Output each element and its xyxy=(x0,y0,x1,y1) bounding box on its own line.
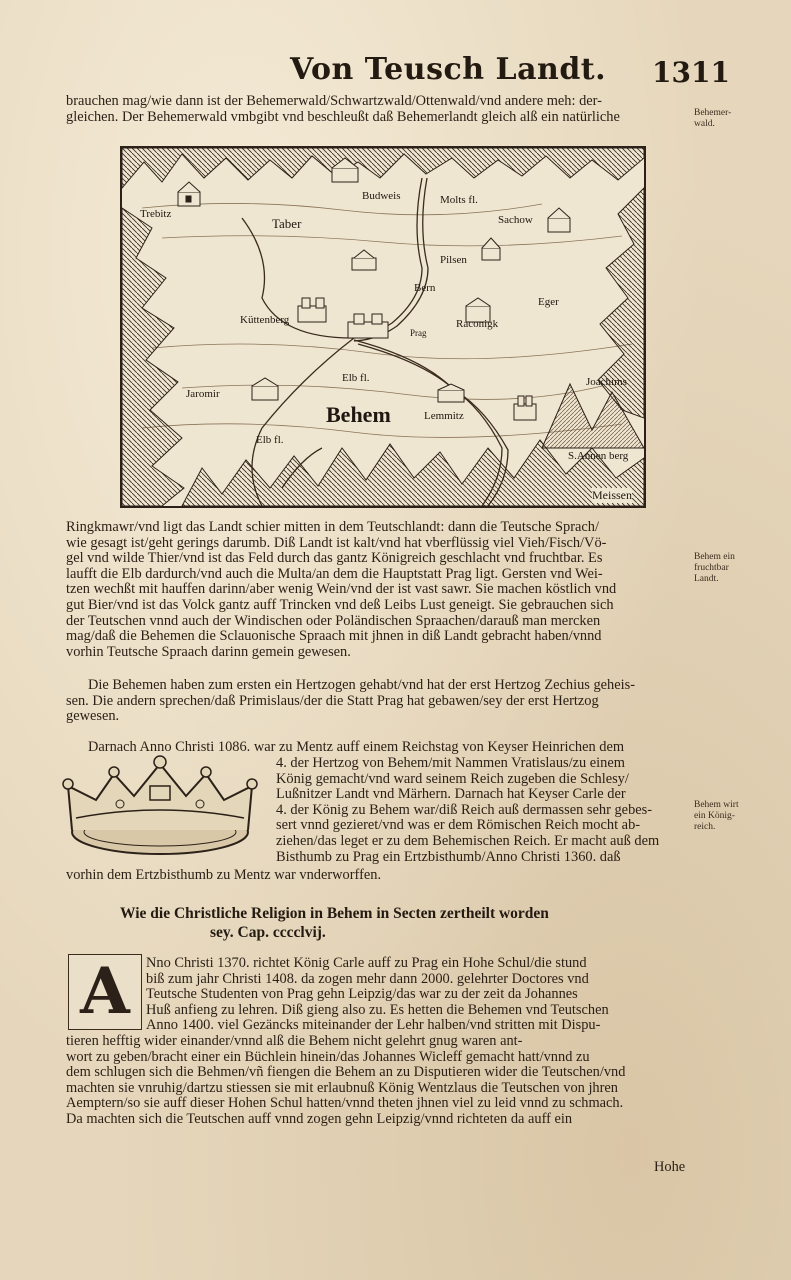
map-label-elb-1: Elb fl. xyxy=(342,372,370,384)
text-line: gewesen. xyxy=(66,709,120,725)
text-line: Nno Christi 1370. richtet König Carle auff zu Prag ein Hohe Schul/die stund xyxy=(146,956,587,971)
map-label-eger: Eger xyxy=(538,296,559,308)
page-number: 1311 xyxy=(652,56,730,89)
map-label-annenberg: S.Annen berg xyxy=(568,450,629,462)
text-line: Anno 1400. viel Gezäncks miteinander der Lehr halben/vnd stritten mit Dispu- xyxy=(146,1018,601,1034)
map-label-behem: Behem xyxy=(326,402,391,427)
text-line: Bisthumb zu Prag ein Ertzbisthumb/Anno Christi 1360. daß xyxy=(276,849,621,865)
catchword: Hohe xyxy=(654,1159,686,1175)
map-label-sachow: Sachow xyxy=(498,214,533,226)
text-line: wie gesagt ist/geht gerings darumb. Diß Landt ist kalt/vnd hat vberflüssig viel Vieh/Fisch/Vö- xyxy=(66,535,607,551)
map-label-meissen: Meissen xyxy=(592,488,632,502)
decorated-initial: A xyxy=(68,954,142,1030)
text-line: laufft die Elb dardurch/vnd auch die Multa/an dem die Hauptstatt Prag ligt. Gersten vnd Wei- xyxy=(66,566,603,582)
side-note-koenigreich xyxy=(694,800,756,833)
side-note-line: Behem ein xyxy=(694,552,735,562)
side-note-line: Behem wirt xyxy=(694,800,739,810)
text-line-anno-1086: Darnach Anno Christi 1086. war zu Mentz auff einem Reichstag von Keyser Heinrichen dem xyxy=(88,739,625,755)
woodcut-map xyxy=(120,146,646,508)
map-label-kuttenberg: Küttenberg xyxy=(240,314,290,326)
text-line: Lußnitzer Landt vnd Märhern. Darnach hat Keyser Carle der xyxy=(276,787,626,803)
text-line: König gemacht/vnd ward seinem Reich zugeben die Schlesy/ xyxy=(276,771,629,787)
text-line: Da machten sich die Teutschen auff vnnd zogen gehn Leipzig/vnnd richteten da auff ein xyxy=(66,1111,573,1127)
text-line: Die Behemen haben zum ersten ein Hertzogen gehabt/vnd hat der erst Hertzog Zechius geheis- xyxy=(88,678,636,693)
map-label-budweis: Budweis xyxy=(362,190,401,202)
text-line: ziehen/das leget er zu dem Behemischen Reich. Er macht auß dem xyxy=(276,833,660,849)
text-line: 4. der Hertzog von Behem/mit Nammen Vratislaus/zu einem xyxy=(276,756,625,771)
top-text xyxy=(66,94,620,125)
text-line: vorhin Teutsche Spraach darinn gemein gewesen. xyxy=(66,644,351,660)
text-line: mag/daß die Behemen die Sclauonische Spraach mit jhnen in diß Landt gebracht haben/vnnd xyxy=(66,629,602,645)
side-note-fruchtbar xyxy=(694,552,756,585)
map-label-lemmitz: Lemmitz xyxy=(424,410,464,422)
chapter-text xyxy=(66,1034,625,1128)
text-line: brauchen mag/wie dann ist der Behemerwald/Schwartzwald/Ottenwald/vnd andere meh: der- xyxy=(66,94,602,109)
text-line: biß zum jahr Christi 1408. da zogen mehr dann 2000. gelehrter Doctores vnd xyxy=(146,971,589,987)
side-note-line: Behemer- xyxy=(694,108,732,118)
text-line: Ringkmawr/vnd ligt das Landt schier mitten in dem Teutschlandt: dann die Teutsche Sprach/ xyxy=(66,520,599,535)
map-label-pilsen: Pilsen xyxy=(440,254,467,266)
chapter-heading-line-1: Wie die Christliche Religion in Behem in Secten zertheilt worden xyxy=(120,905,549,922)
chapter-heading-line-2: sey. Cap. cccclvij. xyxy=(210,924,326,941)
text-line: tzen wechßt mit hauffen darinn/aber wenig Wein/vnd der ist vast sawr. Sie machen köstlich vnd xyxy=(66,582,617,598)
chapter-text-indented xyxy=(146,956,609,1034)
text-line: tieren hefftig wider einander/vnnd alß die Behem nicht gelehrt gnug waren ant- xyxy=(66,1034,523,1049)
text-line: Aemptern/so sie auff dieser Hohen Schul hatten/vnnd theten jhnen viel zu leid vnnd zu schmach. xyxy=(66,1096,624,1112)
text-line: sert vnnd gezieret/vnd was er dem Römischen Reich mocht ab- xyxy=(276,818,641,834)
text-line: dem schlugen sich die Behmen/vñ fiengen die Behem an zu Disputieren wider die Teutschen/vnd xyxy=(66,1065,626,1081)
text-line: machten sie vnruhig/dartzu stiessen sie mit erlaubnuß König Wentzlaus die Teutschen von jhren xyxy=(66,1080,619,1096)
text-line: gel vnd wilde Thier/vnd ist das Feld durch das gantz Königreich geschlacht vnd fruchtbar. Es xyxy=(66,551,603,567)
text-line: Teutsche Studenten von Prag gehn Leipzig/das war zu der zeit da Johannes xyxy=(146,987,578,1003)
text-line: sen. Die andern sprechen/daß Primislaus/der die Statt Prag hat gebawen/sey der erst Hertzog xyxy=(66,693,599,709)
side-note-line: Landt. xyxy=(694,574,719,584)
side-note-line: ein König- xyxy=(694,811,735,821)
text-line: gleichen. Der Behemerwald vmbgibt vnd beschleußt daß Behemerlandt gleich alß ein natürliche xyxy=(66,109,620,125)
text-line: 4. der König zu Behem war/diß Reich auß dermassen sehr gebes- xyxy=(276,802,653,818)
map-label-molts: Molts fl. xyxy=(440,194,478,206)
map-label-trebitz: Trebitz xyxy=(140,208,172,220)
paragraph-hertzog xyxy=(66,678,635,725)
running-header-title: Von Teusch Landt. xyxy=(290,52,607,87)
map-label-bern: Bern xyxy=(414,282,436,294)
map-label-joachims: Joachims xyxy=(586,376,627,388)
text-line: wort zu geben/bracht einer ein Büchlein hinein/das Johannes Wicleff gemacht hatt/vnnd zu xyxy=(66,1049,590,1065)
side-note-line: reich. xyxy=(694,822,716,832)
chapter-heading xyxy=(120,904,549,942)
side-note-line: wald. xyxy=(694,119,715,129)
text-line: der Teutschen vnnd auch der Windischen oder Poländischen Spraachen/darauß man mercken xyxy=(66,613,601,629)
map-label-elb-2: Elb fl. xyxy=(256,434,284,446)
side-note-line: fruchtbar xyxy=(694,563,729,573)
map-label-taber: Taber xyxy=(272,216,302,231)
paragraph-koenigreich xyxy=(276,756,659,865)
map-label-raconigk: Raconigk xyxy=(456,318,499,330)
paragraph-landscape xyxy=(66,520,616,660)
text-line: gut Bier/vnd ist das Volck gantz auff Trincken vnd deß Leibs Lust geneigt. Sie gebrauchen sich xyxy=(66,597,614,613)
text-line: Huß anfieng zu lehren. Diß gieng also zu. Es hetten die Behemen vnd Teutschen xyxy=(146,1002,609,1018)
crown-icon xyxy=(50,752,270,862)
text-line-ertzbisthumb: vorhin dem Ertzbisthumb zu Mentz war vnderworffen. xyxy=(66,867,382,883)
side-note-behemerwald xyxy=(694,108,756,130)
map-label-jaromir: Jaromir xyxy=(186,388,220,400)
map-label-prag: Prag xyxy=(410,328,427,338)
